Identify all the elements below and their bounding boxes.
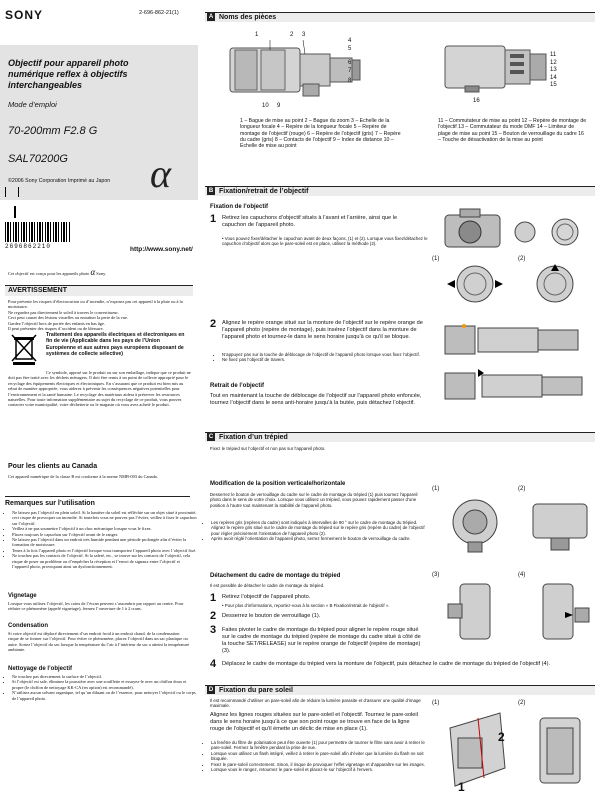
callout-14: 14 (550, 75, 557, 81)
callout-4: 4 (348, 38, 352, 44)
bar-marks (5, 187, 19, 197)
hood-notes (203, 740, 433, 772)
list-item: • La fenêtre du filtre de polarisation peut être ouverte (1) pour permettre de tourner le filtre sans avoir à retirer le pare-soleil. Fermez la fenêtre pendant la prise de vue. (211, 740, 433, 751)
compat-prefix: Cet objectif est conçu pour les appareils photo (8, 271, 90, 276)
list-item: • Ne touchez pas directement la surface de l’objectif. (12, 674, 197, 679)
remove-lens-title: Retrait de l’objectif (210, 383, 265, 389)
step-2-number: 2 (210, 318, 217, 330)
hood-intro: Il est recommandé d’utiliser un pare-soleil afin de réduire la lumière parasite et d’assurer une qualité d’image maximale. (210, 698, 421, 709)
tripod-detach-illustration (525, 580, 595, 645)
section-title: Noms des pièces (219, 14, 277, 21)
hood-step-text: Alignez les lignes rouges situées sur le pare-soleil et l’objectif. Tournez le pare-soleil dans le sens horaire jusqu’à ce que son point rouge se trouve en face de la ligne rouge de l’objectif et qu’il émette un déclic de mise en place (1). (210, 712, 418, 732)
lens-remove-illustration (440, 365, 590, 405)
tripod-step-3-text: Faites pivoter le cadre de montage du trépied pour aligner le repère rouge situé sur le cadre de montage du trépied (repère de montage du cadre situé à côté de la touche SET/RELEASE) sur le repère orange de l’objectif (repère de montage) (3). (222, 627, 421, 654)
callout-9: 9 (277, 103, 281, 109)
callout-8: 8 (348, 78, 352, 84)
hood-stored-illustration (525, 708, 595, 793)
list-item: • Veillez à ne pas soumettre l’objectif à un choc mécanique lorsque vous le fixez. (12, 526, 197, 531)
cleaning-list (4, 674, 197, 701)
weee-text: Ce symbole, apposé sur le produit ou sur son emballage, indique que ce produit ne doit pas être traité avec les déchets ménagers. Il doit être remis à un point de collecte approprié pour le recyclage des équipements électriques et électroniques. En s’assurant que ce produit est bien mis au rebut de manière appropriée, vous aiderez à prévenir les conséquences négatives potentielles pour l’environnement et la santé humaine. Le recyclage des matériaux aidera à préserver les ressources naturelles. Pour toute information supplémentaire au sujet du recyclage de ce produit, vous pouvez contacter votre municipalité, votre déchetterie ou le magasin où vous avez acheté le produit. (8, 370, 191, 408)
tripod-step-1-number: 1 (210, 592, 217, 604)
left-column (0, 0, 198, 800)
tripod-step-2-number: 2 (210, 610, 217, 622)
condensation-text: Si votre objectif est déplacé directement d’un endroit froid à un endroit chaud, de la condensation risque de se former sur l’objectif. Pour éviter ce phénomène, placez l’objectif dans un sac plastique ou autre. Sortez l’objectif du sac lorsque la température du l’air à l’intérieur du sac a atteint la température ambiante. (8, 631, 190, 653)
hood-attach-illustration (440, 708, 515, 793)
lens-name: 70-200mm F2.8 G (8, 125, 98, 137)
alpha-logo: α (150, 151, 171, 196)
list-item: • Placez toujours le capuchon sur l’objectif avant de le ranger. (12, 532, 197, 537)
callout-3: 3 (302, 32, 306, 38)
callout-13: 13 (550, 67, 557, 73)
tripod-step-1-note: • Pour plus d’informations, reportez-vous à la section « B Fixation/retrait de l’objectif ». (222, 603, 390, 608)
section-a-header (205, 12, 595, 22)
sony-logo: SONY (5, 8, 44, 22)
warning-title: AVERTISSEMENT (5, 285, 193, 296)
list-item: • Ne laissez pas l’objectif dans un endroit très humide pendant une période prolongée afin d’éviter la formation de moisissure. (12, 537, 197, 548)
attach-lens-title: Fixation de l’objectif (210, 204, 269, 210)
model-name: SAL70200G (8, 153, 68, 165)
vignetting-text: Lorsque vous utilisez l’objectif, les coins de l’écran peuvent s’assombrir par rapport au centre. Pour réduire ce phénomène (appelé vignetage), fermez l’ouverture de 1 à 2 crans. (8, 601, 184, 612)
remarks-title: Remarques sur l’utilisation (5, 496, 190, 507)
lens-top-illustration (440, 40, 550, 95)
canada-title: Pour les clients au Canada (8, 463, 98, 470)
list-item: • Ne touchez pas les contacts de l’objectif. Si la saleté, etc., se trouve sur les contacts de l’objectif, cela risque de poser un problème ou d’empêcher la réception et l’envoi de signaux entre l’objectif et l’appareil photo, provoquant ainsi un dysfonctionnement. (12, 553, 197, 569)
warning-text: Pour prévenir les risques d’électrocution ou d’incendie, n’exposez pas cet appareil à la pluie ou à la moisissure. Ne regardez pas directement le soleil à travers le convertisseur. Ceci peut causer des lésions visuelles ou entraîner la perte de la vue. Gardez l’objectif hors de portée des enfants en bas âge. Il peut présenter des risques d’accident ou de blessure. (8, 299, 183, 332)
callout-15: 15 (550, 82, 557, 88)
list-item: • Ne laissez pas l’objectif en plein soleil. Si la lumière du soleil est réfléchie sur un objet situé à proximité, ceci risque de provoquer un incendie. Si toutefois vous ne pouvez pas l’éviter, veillez à fixer le capuchon sur l’objectif. (12, 510, 197, 526)
product-title: Objectif pour appareil photo numérique reflex à objectifs interchangeables (8, 58, 129, 90)
tripod-mark-illustration (525, 494, 595, 554)
label-4: (4) (518, 572, 526, 578)
list-item: • Lorsque vous le rangez, retournez le pare-soleil et placez-le sur l’objectif à l’envers. (211, 767, 433, 772)
part-number: 2-696-862-21(1) (139, 10, 179, 16)
bar-marks-2 (14, 206, 16, 218)
compat-suffix: Sony. (96, 271, 107, 276)
tripod-step-2-text: Desserrez le bouton de verrouillage (1). (222, 613, 321, 619)
detach-tripod-text: Il est possible de détacher le cadre de montage du trépied. (210, 583, 325, 588)
orientation-title: Modification de la position verticale/horizontale (210, 481, 346, 487)
list-item: • Tenez à la fois l’appareil photo et l’objectif lorsque vous transportez l’appareil photo avec l’objectif fixé. (12, 548, 197, 553)
step-1-text: Retirez les capuchons d’objectif situés à l’avant et l’arrière, ainsi que le capuchon de l’appareil photo. (222, 215, 398, 228)
callout-1: 1 (255, 32, 259, 38)
callout-6: 6 (348, 60, 352, 66)
orientation-text: Desserrez le bouton de verrouillage du cadre sur le cadre de montage du trépied (1) puis tournez l’appareil photo dans le sens de votre choix. Lorsque vous utilisez un trépied, vous pouvez rapidement passer d’une position à l’autre tout maintenant la stabilité de l’appareil photo. (210, 492, 418, 508)
section-title: Fixation du pare soleil (219, 687, 293, 694)
part-names-right: 11 – Commutateur de mise au point 12 – Repère de montage de l’objectif 13 – Commutateur du mode DMF 14 – Limiteur de plage de mise au point 15 – Bouton de verrouillage du cadre 16 – Touche de désactivation de la mise au point (438, 118, 587, 143)
callout-7: 7 (348, 68, 352, 74)
compat-note (8, 267, 193, 277)
manual-subtitle: Mode d’emploi (8, 100, 57, 109)
list-item: • N’appuyez pas sur la touche de déblocage de l’objectif de l’appareil photo lorsque vous fixez l’objectif. (222, 352, 432, 357)
step-2-notes (214, 352, 432, 363)
label-3: (3) (432, 572, 440, 578)
barcode (5, 222, 71, 242)
label-2: (2) (518, 486, 526, 492)
section-letter: C (208, 434, 214, 440)
tripod-step-3-number: 3 (210, 624, 217, 636)
tripod-step-4-number: 4 (210, 658, 217, 670)
tripod-step-4-text: Déplacez le cadre de montage du trépied vers la monture de l’objectif, puis détachez le cadre de montage du trépied de l’objectif (4). (222, 661, 551, 667)
cap-method-2-illustration (525, 262, 585, 307)
section-title: Fixation d’un trépied (219, 434, 288, 441)
callout-12: 12 (550, 60, 557, 66)
remove-lens-text: Tout en maintenant la touche de déblocage de l’objectif sur l’appareil photo enfoncée, tournez l’objectif dans le sens anti-horaire jusqu’à la butée, puis détachez l’objectif. (210, 393, 422, 406)
alpha-small-logo: α (90, 267, 96, 277)
section-title: Fixation/retrait de l’objectif (219, 188, 309, 195)
callout-10: 10 (262, 103, 269, 109)
label-2: (2) (518, 256, 526, 262)
section-letter: B (208, 188, 214, 194)
section-letter: A (208, 14, 214, 20)
camera-caps-illustration (440, 205, 590, 250)
callout-11: 11 (550, 52, 557, 58)
cleaning-title: Nettoyage de l’objectif (8, 666, 73, 672)
label-1: (1) (432, 256, 440, 262)
cap-method-1-illustration (445, 262, 505, 307)
section-b-header (205, 186, 595, 196)
barcode-number: 2696862210 (5, 243, 52, 250)
remarks-list (4, 510, 197, 569)
callout-5: 5 (348, 46, 352, 52)
detach-tripod-title: Détachement du cadre de montage du trépied (210, 573, 341, 579)
weee-bin-icon (10, 333, 38, 365)
list-item: • Si l’objectif est sale, éliminez la poussière avec une soufflette et essuyez-le avec un chiffon doux et propre (le chiffon de nettoyage KK-CA (en option) est recommandé). (12, 679, 197, 690)
tripod-intro: Fixez le trépied sur l’objectif et non pas sur l’appareil photo. (210, 446, 326, 451)
copyright: ©2006 Sony Corporation Imprimé au Japon (8, 178, 111, 184)
tripod-rotate-illustration (440, 494, 510, 554)
hood-marker-2: 2 (498, 730, 505, 744)
section-letter: D (208, 687, 214, 693)
vignetting-title: Vignetage (8, 593, 37, 599)
list-item: • Lorsque vous utilisez un flash intégré, veillez à retirer le pare-soleil afin d’éviter que la lumière du flash ne soit bloquée. (211, 751, 433, 762)
sony-url[interactable]: http://www.sony.net/ (130, 246, 193, 253)
canada-text: Cet appareil numérique de la classe B est conforme à la norme NMB-003 du Canada. (8, 474, 158, 479)
orientation-notes (203, 520, 431, 542)
label-1: (1) (432, 700, 440, 706)
part-names-left: 1 – Bague de mise au point 2 – Bague du zoom 3 – Echelle de la longueur focale 4 – Repère de la longueur focale 5 – Repère de montage de l’objectif (rouge) 6 – Repère de l’objectif (gris) 7 – Repère du cadre (gris) 8 – Contacts de l’objectif 9 – Index de distance 10 – Echelle de mise au point (240, 118, 401, 150)
tripod-align-illustration (440, 580, 510, 645)
list-item: • Les repères gris (repères du cadre) sont indiqués à intervalles de 90 ° sur le cadre de montage du trépied. Alignez le repère gris situé sur le cadre de montage du trépied sur le repère gris (repère du cadre) de l’objectif pour régler précisément l’orientation de l’appareil photo (2). (211, 520, 431, 536)
step-1-note: • Vous pouvez fixer/détacher le capuchon avant de deux façons, (1) et (2). Lorsque vous fixez/détachez le capuchon d’objectif alors que le pare-soleil est en place, utilisez la méthode (2). (222, 236, 428, 247)
section-c-header (205, 432, 595, 442)
label-1: (1) (432, 486, 440, 492)
tripod-step-1-text: Retirez l’objectif de l’appareil photo. (222, 594, 311, 600)
step-2-text: Alignez le repère orange situé sur la monture de l’objectif sur le repère orange de l’appareil photo (repère de montage), puis insérez l’objectif dans la monture de l’appareil photo et tournez-le dans le sens horaire jusqu’à ce qu’il se bloque. (222, 320, 423, 340)
callout-16: 16 (473, 98, 480, 104)
section-d-header (205, 685, 595, 695)
lens-side-illustration (225, 40, 365, 100)
list-item: • Fixez le pare-soleil correctement. Sinon, il risque de provoquer l’effet vignetage et d’apparaître sur les images. (211, 762, 433, 767)
list-item: • N’utilisez aucun solvant organique, tel qu’un diluant ou de l’essence, pour nettoyer l’objectif ou le corps de l’appareil photo. (12, 690, 197, 701)
hood-marker-1: 1 (458, 780, 465, 794)
lens-mount-illustration (440, 318, 590, 360)
callout-2: 2 (290, 32, 294, 38)
label-2: (2) (518, 700, 526, 706)
step-1-number: 1 (210, 213, 217, 225)
list-item: • Après avoir réglé l’orientation de l’appareil photo, serrez fermement le bouton de verrouillage du cadre. (211, 536, 431, 541)
list-item: • Ne fixez pas l’objectif de travers. (222, 357, 432, 362)
condensation-title: Condensation (8, 623, 48, 629)
weee-title: Traitement des appareils électriques et électroniques en fin de vie (Applicable dans les pays de l’Union Européenne et aux autres pays européens disposant de systèmes de collecte sélective) (46, 332, 185, 358)
